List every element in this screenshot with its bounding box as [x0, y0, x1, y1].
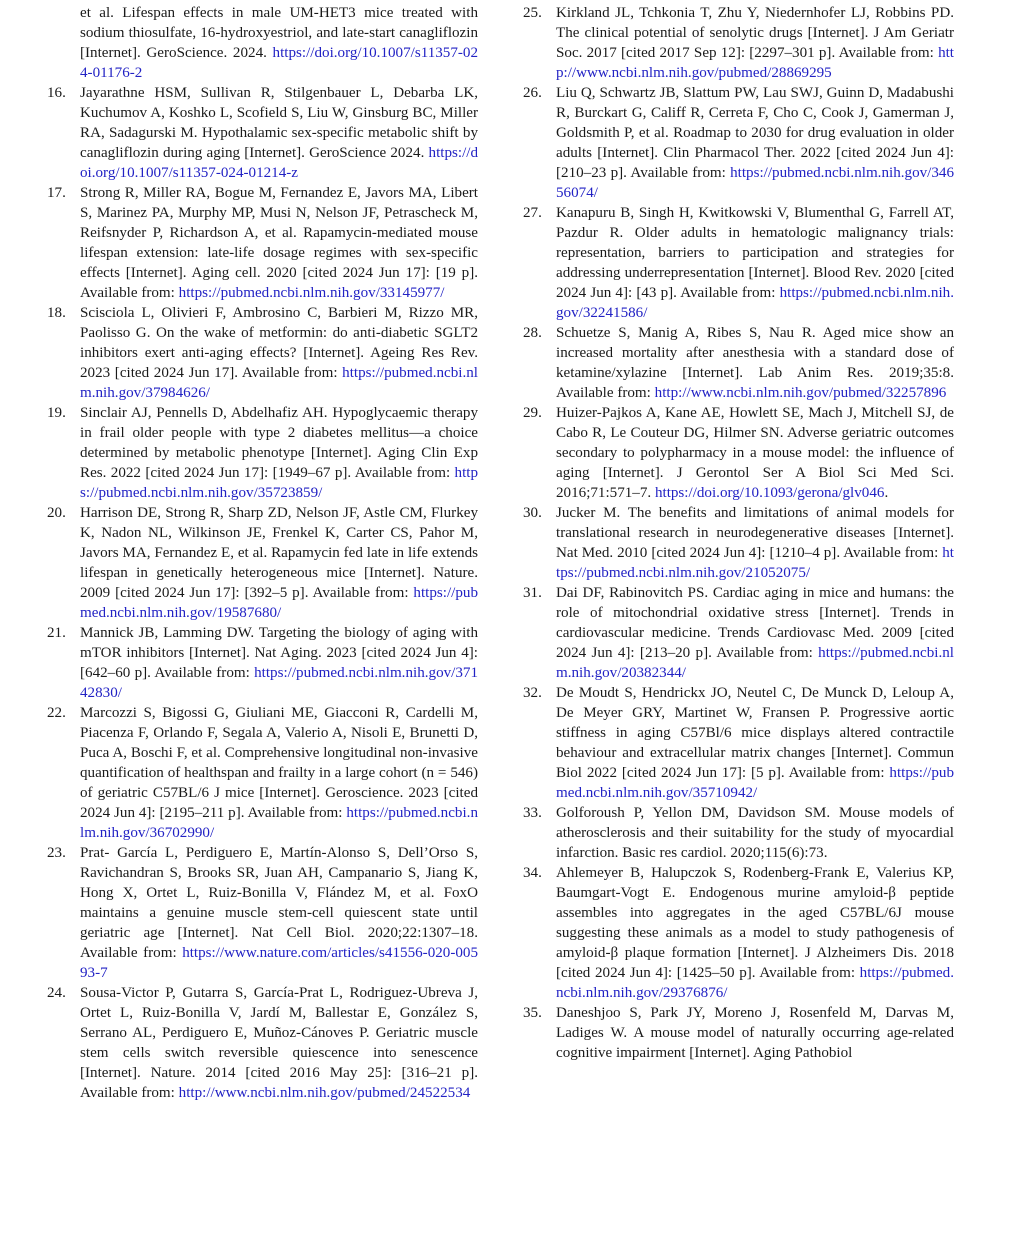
reference-link[interactable]: https://pubmed.ncbi.nlm.nih.gov/33145977/ — [178, 285, 445, 301]
reference-number: 33. — [523, 805, 542, 821]
reference-item — [523, 803, 954, 863]
reference-item — [47, 183, 478, 303]
reference-link[interactable]: https://pubmed.ncbi.nlm.nih.gov/36702990/ — [80, 805, 478, 841]
reference-text: Huizer-Pajkos A, Kane AE, Howlett SE, Mach J, Mitchell SJ, de Cabo R, Le Couteur DG, Hilmer SN. Adverse geriatric outcomes secondary to polypharmacy in a mouse model: the influence of aging [Internet]. J Gerontol Ser A Biol Sci Med Sci. 2016;71:571–7. — [556, 405, 954, 501]
reference-link[interactable]: https://doi.org/10.1093/gerona/glv046 — [654, 485, 885, 501]
reference-number: 24. — [47, 985, 66, 1001]
reference-number: 20. — [47, 505, 66, 521]
reference-item — [523, 1003, 954, 1063]
reference-link[interactable]: http://www.ncbi.nlm.nih.gov/pubmed/28869295 — [556, 45, 954, 81]
reference-number: 21. — [47, 625, 66, 641]
reference-item — [47, 983, 478, 1103]
reference-number: 30. — [523, 505, 542, 521]
reference-item — [47, 843, 478, 983]
reference-number: 27. — [523, 205, 542, 221]
reference-number: 34. — [523, 865, 542, 881]
reference-item — [47, 83, 478, 183]
reference-item — [47, 303, 478, 403]
reference-text: Kirkland JL, Tchkonia T, Zhu Y, Niedernhofer LJ, Robbins PD. The clinical potential of senolytic drugs [Internet]. J Am Geriatr Soc. 2017 [cited 2017 Sep 12]: [2297–301 p]. Available from: — [556, 5, 954, 61]
reference-text: Dai DF, Rabinovitch PS. Cardiac aging in mice and humans: the role of mitochondrial oxidative stress [Internet]. Trends in cardiovascular medicine. Trends Cardiovasc Med. 2009 [cited 2024 Jun 4]: [213–20 p]. Available from: — [556, 585, 954, 661]
reference-column-right — [523, 3, 954, 1063]
reference-link[interactable]: https://doi.org/10.1007/s11357-024-01176-2 — [80, 45, 478, 81]
reference-link[interactable]: https://pubmed.ncbi.nlm.nih.gov/32241586/ — [556, 285, 954, 321]
reference-item — [523, 503, 954, 583]
reference-number: 28. — [523, 325, 542, 341]
reference-number: 16. — [47, 85, 66, 101]
reference-item — [47, 403, 478, 503]
reference-link[interactable]: https://pubmed.ncbi.nlm.nih.gov/37984626/ — [80, 365, 478, 401]
reference-text: Schuetze S, Manig A, Ribes S, Nau R. Aged mice show an increased mortality after anesthesia with a standard dose of ketamine/xylazine [Internet]. Lab Anim Res. 2019;35:8. Available from: — [556, 325, 954, 401]
reference-15-continued — [80, 3, 478, 83]
reference-text: et al. Lifespan effects in male UM-HET3 mice treated with sodium thiosulfate, 16-hydroxyestriol, and late-start canagliflozin [Internet]. GeroScience. 2024. — [80, 5, 478, 61]
reference-item — [523, 323, 954, 403]
reference-item — [523, 683, 954, 803]
reference-number: 23. — [47, 845, 66, 861]
reference-text: Sinclair AJ, Pennells D, Abdelhafiz AH. Hypoglycaemic therapy in frail older people with type 2 diabetes mellitus—a choice determined by metabolic phenotype [Internet]. Aging Clin Exp Res. 2022 [cited 2024 Jun 17]: [1949–67 p]. Available from: — [80, 405, 478, 481]
reference-number: 35. — [523, 1005, 542, 1021]
reference-link[interactable]: https://pubmed.ncbi.nlm.nih.gov/21052075/ — [556, 545, 954, 581]
reference-item — [523, 863, 954, 1003]
reference-link[interactable]: https://pubmed.ncbi.nlm.nih.gov/35710942/ — [556, 765, 954, 801]
reference-link[interactable]: https://doi.org/10.1007/s11357-024-01214-z — [80, 145, 478, 181]
reference-text: Kanapuru B, Singh H, Kwitkowski V, Blumenthal G, Farrell AT, Pazdur R. Older adults in hematologic malignancy trials: representation, barriers to participation and strategies for addressing underrepresentation [Internet]. Blood Rev. 2020 [cited 2024 Jun 4]: [43 p]. Available from: — [556, 205, 954, 301]
reference-link[interactable]: https://pubmed.ncbi.nlm.nih.gov/20382344/ — [556, 645, 954, 681]
reference-link[interactable]: https://pubmed.ncbi.nlm.nih.gov/34656074/ — [556, 165, 954, 201]
reference-text: Daneshjoo S, Park JY, Moreno J, Rosenfeld M, Darvas M, Ladiges W. A mouse model of naturally occurring age-related cognitive impairment [Internet]. Aging Pathobiol — [556, 1005, 954, 1061]
reference-text: Sousa-Victor P, Gutarra S, García-Prat L, Rodriguez-Ubreva J, Ortet L, Ruiz-Bonilla V, Jardí M, Ballestar E, González S, Serrano AL, Perdiguero E, Muñoz-Cánoves P. Geriatric muscle stem cells switch reversible quiescence into senescence [Internet]. Nature. 2014 [cited 2016 May 25]: [316–21 p]. Available from: — [80, 985, 478, 1101]
reference-item — [47, 703, 478, 843]
reference-number: 25. — [523, 5, 542, 21]
reference-item — [47, 503, 478, 623]
reference-text: Prat- García L, Perdiguero E, Martín-Alonso S, Dell’Orso S, Ravichandran S, Brooks SR, Juan AH, Campanario S, Jiang K, Hong X, Ortet L, Ruiz-Bonilla V, Flández M, et al. FoxO maintains a genuine muscle stem-cell quiescent state until geriatric age [Internet]. Nat Cell Biol. 2020;22:1307–18. Available from: — [80, 845, 478, 961]
reference-item — [523, 203, 954, 323]
reference-link[interactable]: https://pubmed.ncbi.nlm.nih.gov/37142830/ — [80, 665, 478, 701]
reference-number: 31. — [523, 585, 542, 601]
reference-text: Liu Q, Schwartz JB, Slattum PW, Lau SWJ, Guinn D, Madabushi R, Burckart G, Califf R, Cerreta F, Cho C, Cook J, Gamerman J, Goldsmith P, et al. Roadmap to 2030 for drug evaluation in older adults [Internet]. Clin Pharmacol Ther. 2022 [cited 2024 Jun 4]: [210–23 p]. Available from: — [556, 85, 954, 181]
reference-number: 18. — [47, 305, 66, 321]
reference-item — [47, 623, 478, 703]
reference-number: 19. — [47, 405, 66, 421]
reference-text: Marcozzi S, Bigossi G, Giuliani ME, Giacconi R, Cardelli M, Piacenza F, Orlando F, Segala A, Valerio A, Nisoli E, Brunetti D, Puca A, Boschi F, et al. Comprehensive longitudinal non-invasive quantification of healthspan and frailty in a large cohort (n = 546) of geriatric C57BL/6 J mice [Internet]. Geroscience. 2023 [cited 2024 Jun 4]: [2195–211 p]. Available from: — [80, 705, 478, 821]
reference-number: 17. — [47, 185, 66, 201]
reference-item — [523, 583, 954, 683]
reference-item — [523, 3, 954, 83]
reference-link[interactable]: https://pubmed.ncbi.nlm.nih.gov/19587680/ — [80, 585, 478, 621]
reference-link[interactable]: https://www.nature.com/articles/s41556-020-00593-7 — [80, 945, 478, 981]
reference-text: Mannick JB, Lamming DW. Targeting the biology of aging with mTOR inhibitors [Internet]. Nat Aging. 2023 [cited 2024 Jun 4]: [642–60 p]. Available from: — [80, 625, 478, 681]
reference-text: Scisciola L, Olivieri F, Ambrosino C, Barbieri M, Rizzo MR, Paolisso G. On the wake of metformin: do anti-diabetic SGLT2 inhibitors exert anti-aging effects? [Internet]. Ageing Res Rev. 2023 [cited 2024 Jun 17]. Available from: — [80, 305, 478, 381]
reference-column-left — [47, 3, 478, 1103]
reference-text: Jucker M. The benefits and limitations of animal models for translational research in neurodegenerative diseases [Internet]. Nat Med. 2010 [cited 2024 Jun 4]: [1210–4 p]. Available from: — [556, 505, 954, 561]
reference-item — [523, 83, 954, 203]
reference-link[interactable]: http://www.ncbi.nlm.nih.gov/pubmed/24522534 — [178, 1085, 471, 1101]
reference-number: 26. — [523, 85, 542, 101]
reference-trailing: . — [884, 485, 889, 501]
reference-number: 22. — [47, 705, 66, 721]
reference-link[interactable]: http://www.ncbi.nlm.nih.gov/pubmed/32257896 — [654, 385, 947, 401]
reference-link[interactable]: https://pubmed.ncbi.nlm.nih.gov/35723859/ — [80, 465, 478, 501]
reference-number: 32. — [523, 685, 542, 701]
reference-link[interactable]: https://pubmed.ncbi.nlm.nih.gov/29376876/ — [556, 965, 954, 1001]
reference-text: Ahlemeyer B, Halupczok S, Rodenberg-Frank E, Valerius KP, Baumgart-Vogt E. Endogenous murine amyloid-β peptide assembles into aggregates in the aged C57BL/6J mouse suggesting these animals as a model to study pathogenesis of amyloid-β plaque formation [Internet]. J Alzheimers Dis. 2018 [cited 2024 Jun 4]: [1425–50 p]. Available from: — [556, 865, 954, 981]
reference-text: Strong R, Miller RA, Bogue M, Fernandez E, Javors MA, Libert S, Marinez PA, Murphy MP, Musi N, Nelson JF, Petrascheck M, Reifsnyder P, Richardson A, et al. Rapamycin-mediated mouse lifespan extension: late-life dosage regimes with sex-specific effects [Internet]. Aging cell. 2020 [cited 2024 Jun 17]: [19 p]. Available from: — [80, 185, 478, 301]
reference-text: De Moudt S, Hendrickx JO, Neutel C, De Munck D, Leloup A, De Meyer GRY, Martinet W, Fransen P. Progressive aortic stiffness in aging C57Bl/6 mice displays altered contractile behaviour and extracellular matrix changes [Internet]. Commun Biol 2022 [cited 2024 Jun 17]: [5 p]. Available from: — [556, 685, 954, 781]
reference-text: Jayarathne HSM, Sullivan R, Stilgenbauer L, Debarba LK, Kuchumov A, Koshko L, Scofield S, Liu W, Ginsburg BC, Miller RA, Sadagurski M. Hypothalamic sex-specific metabolic shift by canagliflozin during aging [Internet]. GeroScience 2024. — [80, 85, 478, 161]
reference-text: Harrison DE, Strong R, Sharp ZD, Nelson JF, Astle CM, Flurkey K, Nadon NL, Wilkinson JE, Frenkel K, Carter CS, Pahor M, Javors MA, Fernandez E, et al. Rapamycin fed late in life extends lifespan in genetically heterogeneous mice [Internet]. Nature. 2009 [cited 2024 Jun 17]: [392–5 p]. Available from: — [80, 505, 478, 601]
reference-number: 29. — [523, 405, 542, 421]
reference-item — [523, 403, 954, 503]
reference-text: Golforoush P, Yellon DM, Davidson SM. Mouse models of atherosclerosis and their suitability for the study of myocardial infarction. Basic res cardiol. 2020;115(6):73. — [556, 805, 954, 861]
